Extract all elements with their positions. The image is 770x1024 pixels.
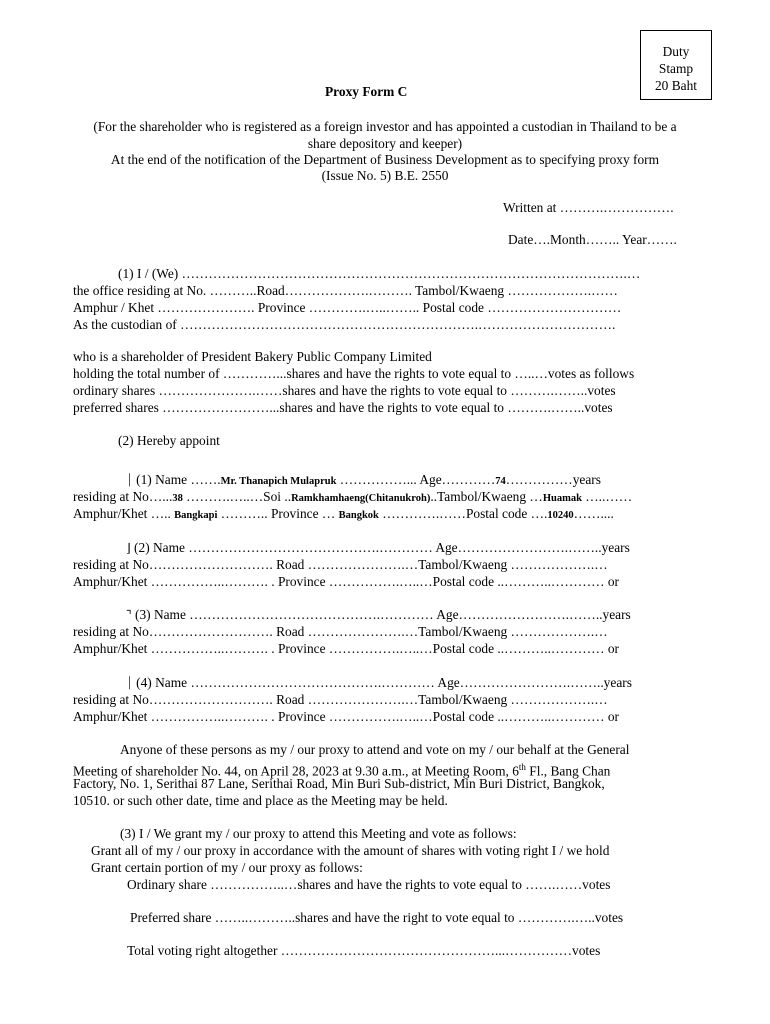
proxy-1-amphur-line xyxy=(73,506,614,524)
meeting-para-floor-suffix: th xyxy=(518,762,526,772)
s1-line-6: holding the total number of …………...shares and have the rights to vote equal to …..…votes as follows xyxy=(73,366,635,381)
proxy-1-name-value: Mr. Thanapich Mulapruk xyxy=(220,476,337,487)
proxy-1-soi-value: Ramkhamhaeng(Chitanukroh) xyxy=(291,493,431,504)
proxy-1-age-value: 74 xyxy=(495,476,506,487)
proxy-1-amphur-value: Bangkapi xyxy=(174,510,218,521)
meeting-para-line-1: Anyone of these persons as my / our proxy to attend and vote on my / our behalf at the General xyxy=(120,742,630,757)
s1-line-5: who is a shareholder of President Bakery Public Company Limited xyxy=(73,349,432,364)
proxy-1-province-label: ……….. Province … xyxy=(217,506,339,521)
subtitle-line-4: (Issue No. 5) B.E. 2550 xyxy=(321,168,449,183)
proxy-1-address-line xyxy=(73,489,632,507)
proxy-1-postal-value: 10240 xyxy=(547,510,574,521)
proxy-3-checkbox-mark: ⌝ xyxy=(126,608,132,622)
proxy-1-amphur-label: Amphur/Khet ….. xyxy=(73,506,175,521)
proxy-3-name-text: (3) Name …………………………………….………… Age…………………….……..years xyxy=(134,607,631,622)
proxy-1-province-value: Bangkok xyxy=(338,510,379,521)
proxy-4-name-text: (4) Name …………………………………….………… Age…………………….……..years xyxy=(136,675,632,690)
proxy-2-name-text: (2) Name …………………………………….………… Age…………………….……..years xyxy=(134,540,630,555)
s1-line-8: preferred shares ……………………...shares and have the rights to vote equal to ……….……..votes xyxy=(73,400,613,415)
proxy-4-name-line xyxy=(126,675,632,691)
proxy-2-checkbox-mark: ⌋ xyxy=(126,541,131,555)
proxy-3-name-line xyxy=(126,607,631,623)
stamp-line-2: Stamp xyxy=(658,61,694,76)
stamp-line-1: Duty xyxy=(662,44,690,59)
proxy-1-years-label: ……………years xyxy=(505,472,601,487)
stamp-line-3: 20 Baht xyxy=(654,78,698,93)
s1-line-3: Amphur / Khet …………………. Province ………….…..…….. Postal code ………………………… xyxy=(73,300,622,315)
proxy-4-address-line: residing at No………………………. Road ………………….…Tambol/Kwaeng ……………….… xyxy=(73,692,608,707)
s3-preferred-share-line: Preferred share ……..………..shares and have the right to vote equal to ………….…..votes xyxy=(130,910,624,925)
s1-line-4: As the custodian of ………………………………………………………….…………………………. xyxy=(73,317,616,332)
s1-line-7: ordinary shares ………………….……shares and have the rights to vote equal to ……….……..votes xyxy=(73,383,616,398)
s2-heading: (2) Hereby appoint xyxy=(118,433,220,448)
s3-line-1: (3) I / We grant my / our proxy to attend this Meeting and vote as follows: xyxy=(120,826,517,841)
subtitle-line-2: share depository and keeper) xyxy=(307,136,463,151)
meeting-para-line-4: 10510. or such other date, time and place as the Meeting may be held. xyxy=(73,793,448,808)
form-title: Proxy Form C xyxy=(325,84,408,99)
proxy-4-amphur-line: Amphur/Khet ……………..………. . Province …………….…..…Postal code ..………..………… or xyxy=(73,709,620,724)
date-field: Date….Month…….. Year……. xyxy=(508,232,677,247)
subtitle-line-3: At the end of the notification of the Department of Business Development as to specifying proxy form xyxy=(110,152,660,167)
proxy-4-checkbox-mark: ⏐ xyxy=(126,676,133,690)
s1-line-2: the office residing at No. ………..Road……………….………. Tambol/Kwaeng ……………….…… xyxy=(73,283,618,298)
s3-ordinary-share-line: Ordinary share ……………..…shares and have the rights to vote equal to …….……votes xyxy=(127,877,611,892)
proxy-3-amphur-line: Amphur/Khet ……………..………. . Province …………….…..…Postal code ..………..………… or xyxy=(73,641,620,656)
proxy-1-tambol-value: Huamak xyxy=(542,493,582,504)
s1-line-1: (1) I / (We) ……………………………………………………………………………………….… xyxy=(118,266,641,281)
proxy-3-address-line: residing at No………………………. Road ………………….…Tambol/Kwaeng ……………….… xyxy=(73,624,608,639)
proxy-1-checkbox-mark: ⏐ xyxy=(126,473,133,487)
written-at-field: Written at ……….……………. xyxy=(503,200,674,215)
proxy-1-name-line xyxy=(126,472,601,490)
proxy-2-amphur-line: Amphur/Khet ……………..………. . Province …………….…..…Postal code ..………..………… or xyxy=(73,574,620,589)
duty-stamp-box xyxy=(640,30,712,100)
meeting-para-line-2-a: Meeting of shareholder No. 44, on April 28, 2023 at 9.30 a.m., at Meeting Room, 6 xyxy=(73,763,519,779)
proxy-1-no-label: residing at No…... xyxy=(73,489,173,504)
proxy-1-postal-tail: …….... xyxy=(573,506,614,521)
proxy-1-tambol-tail: …..…… xyxy=(581,489,633,504)
proxy-2-address-line: residing at No………………………. Road ………………….…Tambol/Kwaeng ……………….… xyxy=(73,557,608,572)
proxy-1-postal-label: ………….……Postal code …. xyxy=(378,506,548,521)
proxy-1-name-label: (1) Name ……. xyxy=(136,472,221,487)
s3-line-2: Grant all of my / our proxy in accordance with the amount of shares with voting right I / we hold xyxy=(91,843,610,858)
proxy-1-age-label: ……………... Age………… xyxy=(336,472,496,487)
proxy-1-soi-label: ……….…..…Soi .. xyxy=(182,489,292,504)
meeting-para-line-2-b: Fl., Bang Chan xyxy=(525,763,611,779)
proxy-2-name-line xyxy=(126,540,630,556)
s3-total-voting-line: Total voting right altogether …………………………………………...……………votes xyxy=(127,943,601,958)
proxy-1-tambol-label: ..Tambol/Kwaeng … xyxy=(430,489,543,504)
s3-line-3: Grant certain portion of my / our proxy as follows: xyxy=(91,860,363,875)
proxy-1-no-value: 38 xyxy=(172,493,183,504)
meeting-para-line-3: Factory, No. 1, Serithai 87 Lane, Serithai Road, Min Buri Sub-district, Min Buri District, Bangkok, xyxy=(73,776,605,791)
subtitle-line-1: (For the shareholder who is registered as a foreign investor and has appointed a custodian in Thailand to be a xyxy=(93,119,677,134)
